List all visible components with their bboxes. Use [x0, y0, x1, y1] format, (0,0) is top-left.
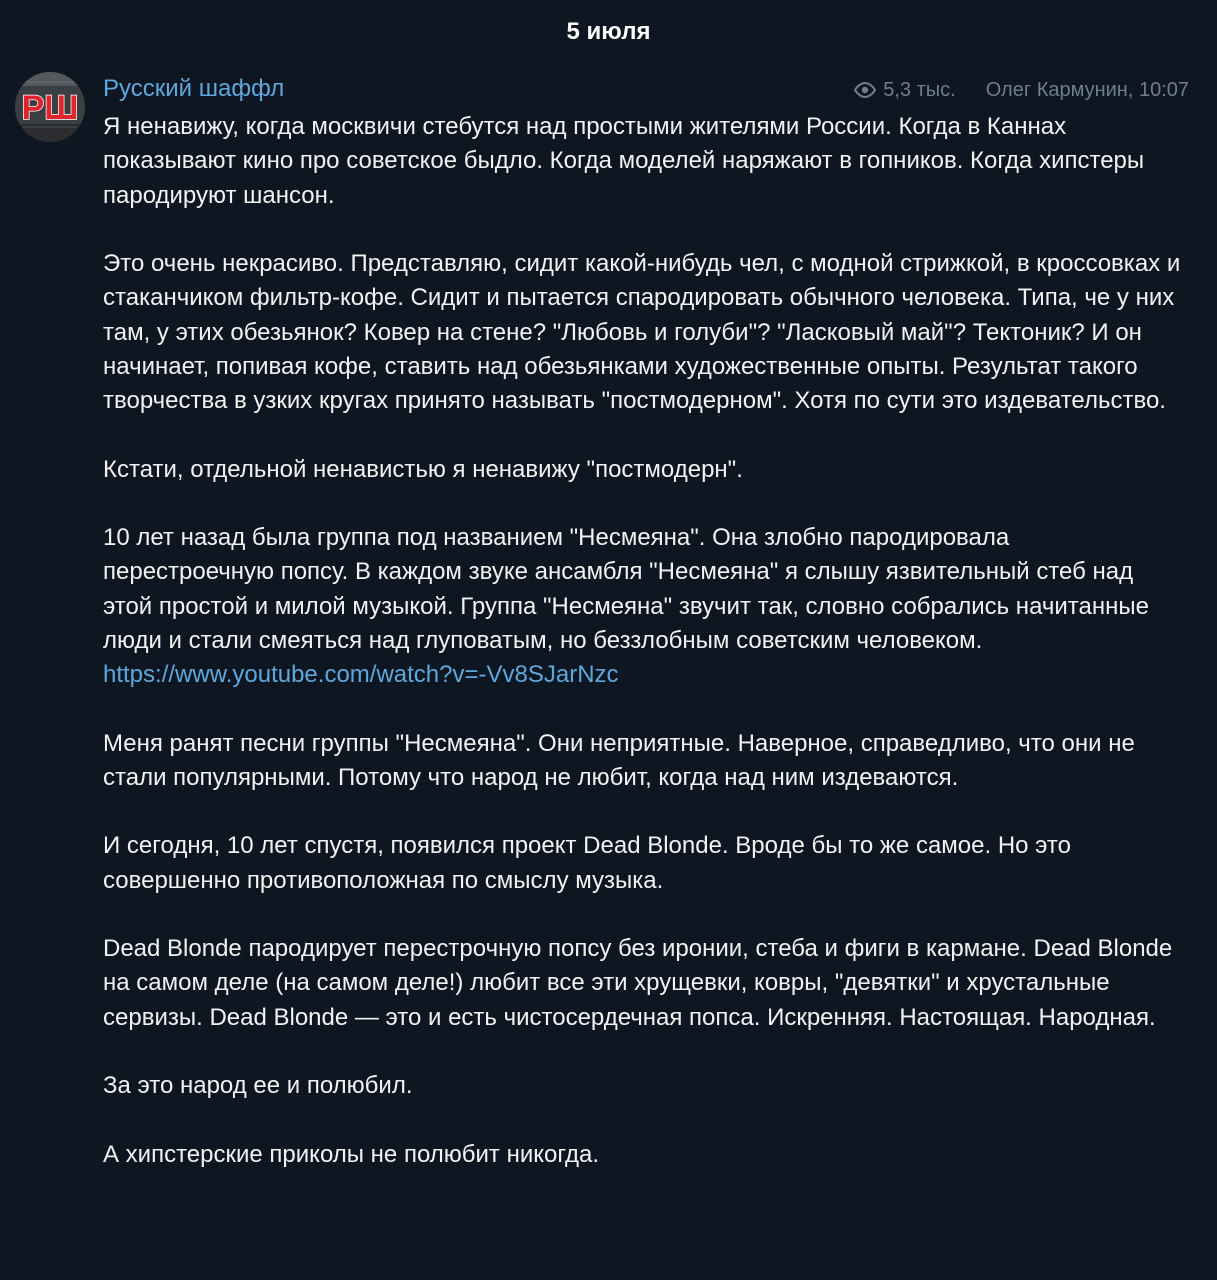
avatar-logo-text: РШ — [21, 89, 79, 127]
date-header: 5 июля — [566, 18, 651, 45]
channel-name[interactable]: Русский шаффл — [103, 75, 285, 102]
avatar-image — [15, 72, 85, 142]
message-paragraph: А хипстерские приколы не полюбит никогда. — [103, 1140, 600, 1168]
message-paragraph-with-link — [103, 521, 1183, 692]
message-paragraph: Dead Blonde пародирует перестрочную попсу без иронии, стеба и фиги в кармане. Dead Blonde на самом деле (на самом деле!) любит все эти хрущевки, ковры, "девятки" и хрустальные сервизы. Dead Blonde — это и есть чистосердечная попса. Искренняя. Настоящая. Народная. — [103, 935, 1173, 1031]
message-paragraph-text: 10 лет назад была группа под названием "Несмеяна". Она злобно пародировала перестроечную попсу. В каждом звуке ансамбля "Несмеяна" я слышу язвительный стеб над этой простой и милой музыкой. Группа "Несмеяна" звучит так, словно собрались начитанные люди и стали смеяться над глуповатым, но беззлобным советским человеком. — [103, 524, 1149, 654]
message-paragraph: И сегодня, 10 лет спустя, появился проект Dead Blonde. Вроде бы то же самое. Но это совершенно противоположная по смыслу музыка. — [103, 832, 1071, 894]
message-paragraph: Я ненавижу, когда москвичи стебутся над простыми жителями России. Когда в Каннах показывают кино про советское быдло. Когда моделей наряжают в гопников. Когда хипстеры пародируют шансон. — [103, 113, 1145, 209]
message-paragraph: Меня ранят песни группы "Несмеяна". Они неприятные. Наверное, справедливо, что они не стали популярными. Потому что народ не любит, когда над ним издеваются. — [103, 729, 1135, 791]
message-text — [103, 110, 1183, 1206]
message-paragraph: За это народ ее и полюбил. — [103, 1072, 413, 1099]
youtube-link[interactable]: https://www.youtube.com/watch?v=-Vv8SJarNzc — [103, 661, 619, 688]
channel-avatar[interactable] — [15, 72, 85, 142]
eye-icon — [853, 82, 877, 98]
message-meta — [853, 77, 1189, 103]
message-paragraph: Это очень некрасиво. Представляю, сидит какой-нибудь чел, с модной стрижкой, в кроссовках и стаканчиком фильтр-кофе. Сидит и пытается спародировать обычного человека. Типа, че у них там, у этих обезьянок? Ковер на стене? "Любовь и голуби"? "Ласковый май"? Тектоник? И он начинает, попивая кофе, ставить над обезьянками художественные опыты. Результат такого творчества в узких кругах принято называть "постмодерном". Хотя по сути это издевательство. — [103, 250, 1181, 414]
message-paragraph: Кстати, отдельной ненавистью я ненавижу "постмодерн". — [103, 455, 743, 483]
views-count: 5,3 тыс. — [883, 79, 956, 101]
author-time: Олег Кармунин, 10:07 — [985, 79, 1189, 101]
